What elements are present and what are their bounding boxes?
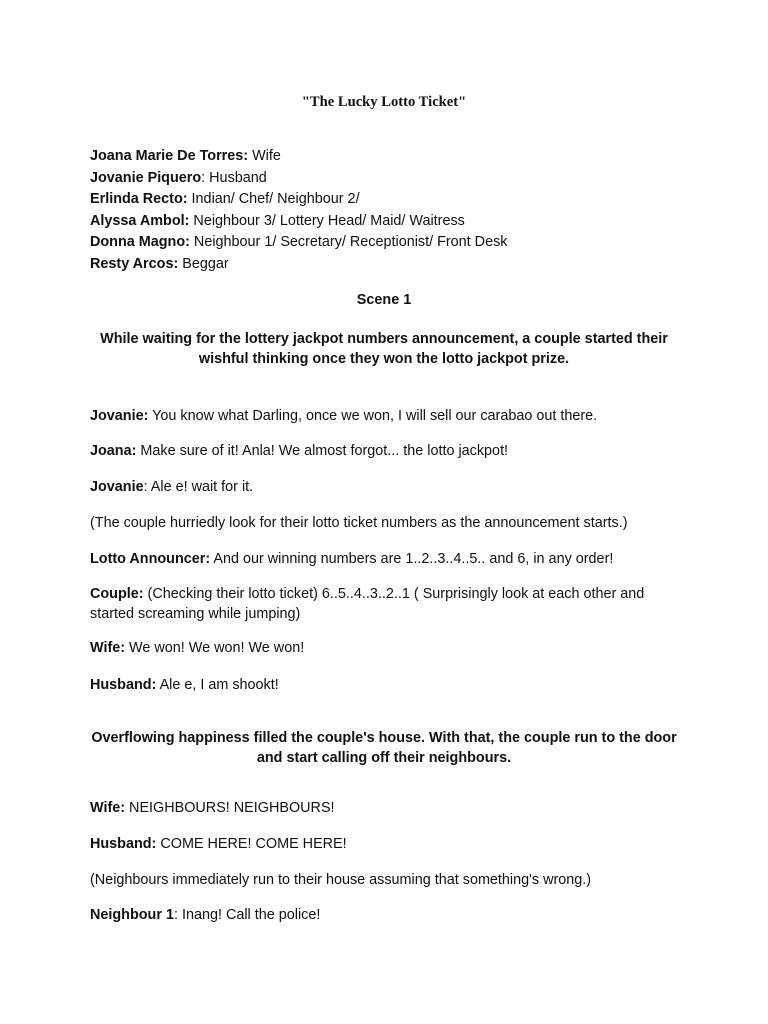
cast-entry (90, 189, 507, 211)
dialogue-line (90, 799, 680, 819)
cast-role: Wife (248, 148, 281, 164)
dialogue-text: And our winning numbers are 1..2..3..4..5.. and 6, in any order! (210, 551, 614, 567)
dialogue-line (90, 478, 680, 498)
dialogue-line (90, 550, 680, 570)
dialogue-text: Ale e, I am shookt! (156, 677, 279, 693)
dialogue-line (90, 442, 680, 462)
cast-entry (90, 146, 507, 168)
dialogue-text: : Ale e! wait for it. (143, 479, 254, 495)
cast-entry (90, 168, 507, 190)
dialogue-line (90, 835, 680, 855)
speaker-name: Husband: (90, 677, 157, 693)
speaker-name: Wife: (90, 640, 126, 656)
stage-note (90, 871, 680, 891)
speaker-name: Jovanie: (90, 408, 149, 424)
speaker-name: Wife: (90, 800, 126, 816)
speaker-name: Couple: (90, 586, 144, 602)
cast-name: Erlinda Recto: (90, 191, 188, 208)
speaker-name: Husband: (90, 836, 157, 852)
cast-entry (90, 232, 507, 254)
stage-direction: Overflowing happiness filled the couple's house. With that, the couple run to the door and start calling off their neighbours. (91, 730, 677, 766)
dialogue-text: : Inang! Call the police! (173, 907, 321, 923)
stage-note-text: (The couple hurriedly look for their lotto ticket numbers as the announcement starts.) (90, 515, 628, 531)
cast-name: Alyssa Ambol: (90, 212, 190, 229)
dialogue-text: COME HERE! COME HERE! (156, 836, 347, 852)
dialogue-line (90, 906, 680, 926)
cast-role: Indian/ Chef/ Neighbour 2/ (187, 191, 360, 208)
dialogue-line (90, 585, 680, 624)
cast-role: : Husband (201, 169, 267, 186)
dialogue-text: We won! We won! We won! (125, 640, 305, 656)
dialogue-text: NEIGHBOURS! NEIGHBOURS! (125, 800, 335, 816)
cast-list (90, 146, 507, 276)
cast-name: Donna Magno: (90, 234, 190, 251)
cast-name: Joana Marie De Torres: (90, 148, 249, 164)
dialogue-line (90, 676, 680, 696)
stage-note-text: (Neighbours immediately run to their house assuming that something's wrong.) (90, 872, 592, 888)
cast-entry (90, 211, 507, 233)
stage-direction: While waiting for the lottery jackpot numbers announcement, a couple started their wishful thinking once they won the lotto jackpot prize. (100, 331, 668, 367)
cast-role: Neighbour 1/ Secretary/ Receptionist/ Front Desk (189, 234, 508, 251)
cast-role: Neighbour 3/ Lottery Head/ Maid/ Waitress (189, 212, 465, 229)
speaker-name: Joana: (90, 443, 137, 459)
speaker-name: Lotto Announcer: (90, 551, 211, 567)
speaker-name: Neighbour 1 (90, 907, 174, 923)
stage-note (90, 514, 680, 534)
speaker-name: Jovanie (90, 479, 144, 495)
cast-role: Beggar (178, 255, 229, 272)
cast-name: Resty Arcos: (90, 255, 179, 272)
scene-heading: Scene 1 (356, 292, 412, 308)
dialogue-line (90, 639, 680, 659)
dialogue-text: You know what Darling, once we won, I will sell our carabao out there. (148, 408, 598, 424)
play-title: "The Lucky Lotto Ticket" (301, 94, 467, 110)
dialogue-line (90, 407, 680, 427)
dialogue-text: Make sure of it! Anla! We almost forgot... the lotto jackpot! (136, 443, 509, 459)
cast-entry (90, 254, 507, 276)
dialogue-text: (Checking their lotto ticket) 6..5..4..3..2..1 ( Surprisingly look at each other and started screaming while jumping) (90, 586, 645, 622)
cast-name: Jovanie Piquero (90, 169, 202, 186)
